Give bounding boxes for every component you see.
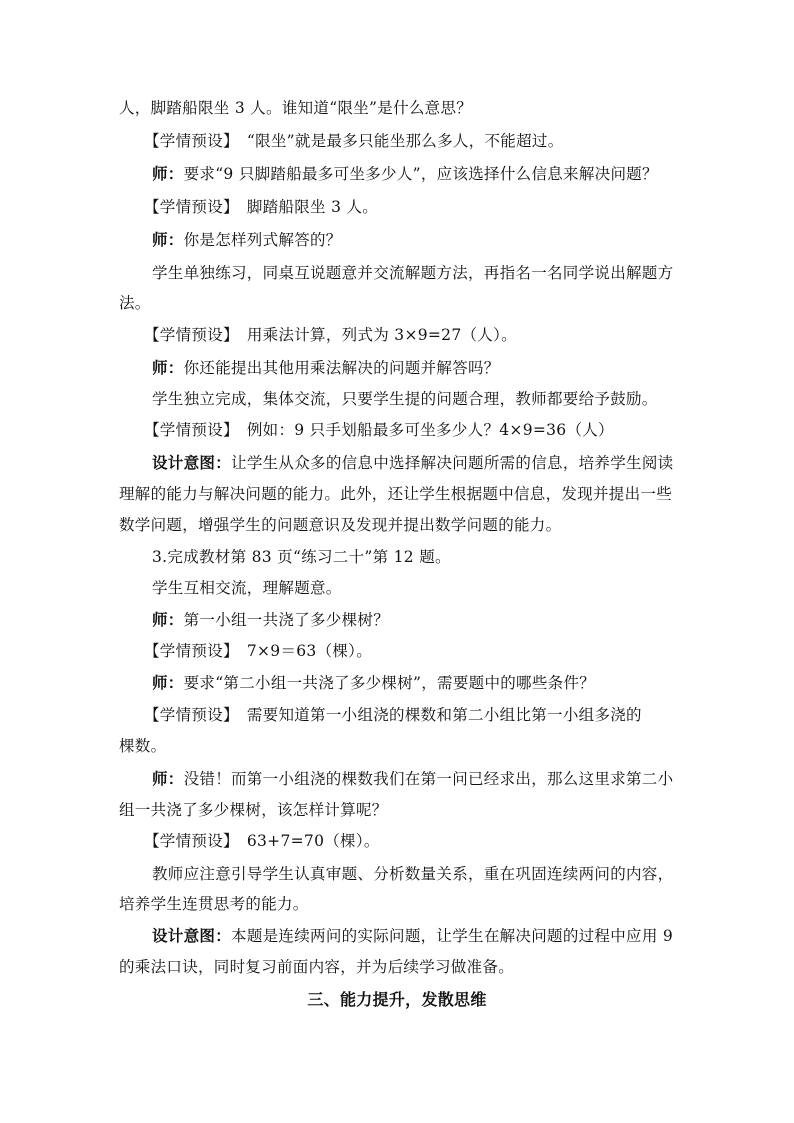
preset-line (144, 831, 380, 851)
line-text: 法。 (119, 294, 151, 312)
teacher-line (152, 769, 673, 789)
paragraph-line (119, 515, 561, 535)
section-heading-text: 三、能力提升，发散思维 (307, 990, 487, 1009)
line-text: 要求“第二小组一共浇了多少棵树”，需要题中的哪些条件？ (183, 674, 596, 692)
paragraph-line (152, 864, 673, 884)
teacher-line (152, 610, 389, 630)
design-intent-label: 设计意图： (152, 453, 232, 472)
preset-line (144, 705, 642, 725)
speaker-label: 师： (152, 673, 184, 692)
section-heading (0, 990, 794, 1010)
line-text: 【学情预设】 7×9＝63（棵）。 (144, 642, 373, 660)
line-text: 第一小组一共浇了多少棵树？ (183, 611, 390, 629)
line-text: 棵数。 (119, 737, 167, 755)
line-text: 【学情预设】 用乘法计算，列式为 3×9=27（人）。 (144, 326, 517, 344)
paragraph-line (152, 263, 673, 283)
preset-line (144, 131, 564, 151)
line-text: 3.完成教材第 83 页“练习二十”第 12 题。 (152, 548, 451, 566)
exercise-line (152, 547, 451, 567)
paragraph-line (119, 293, 151, 313)
paragraph-line (119, 736, 166, 756)
paragraph-line (119, 957, 514, 977)
design-intent-line (152, 926, 673, 946)
line-text: 人，脚踏船限坐 3 人。谁知道“限坐”是什么意思？ (119, 99, 473, 117)
line-text: 学生单独练习，同桌互说题意并交流解题方法，再指名一名同学说出解题方 (152, 264, 674, 282)
preset-line (144, 325, 517, 345)
paragraph-line (119, 894, 309, 914)
line-text: 本题是连续两问的实际问题，让学生在解决问题的过程中应用 9 (231, 927, 674, 945)
paragraph-line (152, 389, 658, 409)
line-text: 教师应注意引导学生认真审题、分析数量关系，重在巩固连续两问的内容， (152, 865, 674, 883)
paragraph-line (119, 98, 472, 118)
design-intent-line (152, 453, 673, 473)
teacher-line (152, 230, 342, 250)
line-text: 你还能提出其他用乘法解决的问题并解答吗？ (183, 359, 500, 377)
paragraph-line (119, 800, 388, 820)
line-text: 学生独立完成，集体交流，只要学生提的问题合理，教师都要给予鼓励。 (152, 390, 658, 408)
line-text: 培养学生连贯思考的能力。 (119, 895, 309, 913)
line-text: 没错！而第一小组浇的棵数我们在第一问已经求出，那么这里求第二小 (183, 770, 674, 788)
paragraph-line (152, 578, 342, 598)
line-text: 【学情预设】 63+7=70（棵）。 (144, 832, 380, 850)
line-text: 学生互相交流，理解题意。 (152, 579, 342, 597)
line-text: 要求“9 只脚踏船最多可坐多少人”，应该选择什么信息来解决问题？ (183, 165, 658, 183)
speaker-label: 师： (152, 610, 184, 629)
line-text: 【学情预设】 “限坐”就是最多只能坐那么多人，不能超过。 (144, 132, 564, 150)
preset-line (144, 641, 372, 661)
line-text: 的乘法口诀，同时复习前面内容，并为后续学习做准备。 (119, 958, 515, 976)
line-text: 你是怎样列式解答的？ (183, 231, 342, 249)
paragraph-line (119, 484, 672, 504)
speaker-label: 师： (152, 164, 184, 183)
line-text: 【学情预设】 例如：9 只手划船最多可坐多少人？4×9=36（人） (144, 421, 614, 439)
preset-line (144, 197, 378, 217)
line-text: 让学生从众多的信息中选择解决问题所需的信息，培养学生阅读 (231, 454, 674, 472)
speaker-label: 师： (152, 769, 184, 788)
preset-line (144, 420, 614, 440)
teacher-line (152, 358, 500, 378)
line-text: 组一共浇了多少棵树，该怎样计算呢？ (119, 801, 388, 819)
line-text: 数学问题，增强学生的问题意识及发现并提出数学问题的能力。 (119, 516, 562, 534)
line-text: 【学情预设】 脚踏船限坐 3 人。 (144, 198, 379, 216)
speaker-label: 师： (152, 358, 184, 377)
speaker-label: 师： (152, 230, 184, 249)
teacher-line (152, 164, 658, 184)
design-intent-label: 设计意图： (152, 926, 232, 945)
line-text: 理解的能力与解决问题的能力。此外，还让学生根据题中信息，发现并提出一些 (119, 485, 673, 503)
line-text: 【学情预设】 需要知道第一小组浇的棵数和第二小组比第一小组多浇的 (144, 706, 642, 724)
teacher-line (152, 673, 595, 693)
